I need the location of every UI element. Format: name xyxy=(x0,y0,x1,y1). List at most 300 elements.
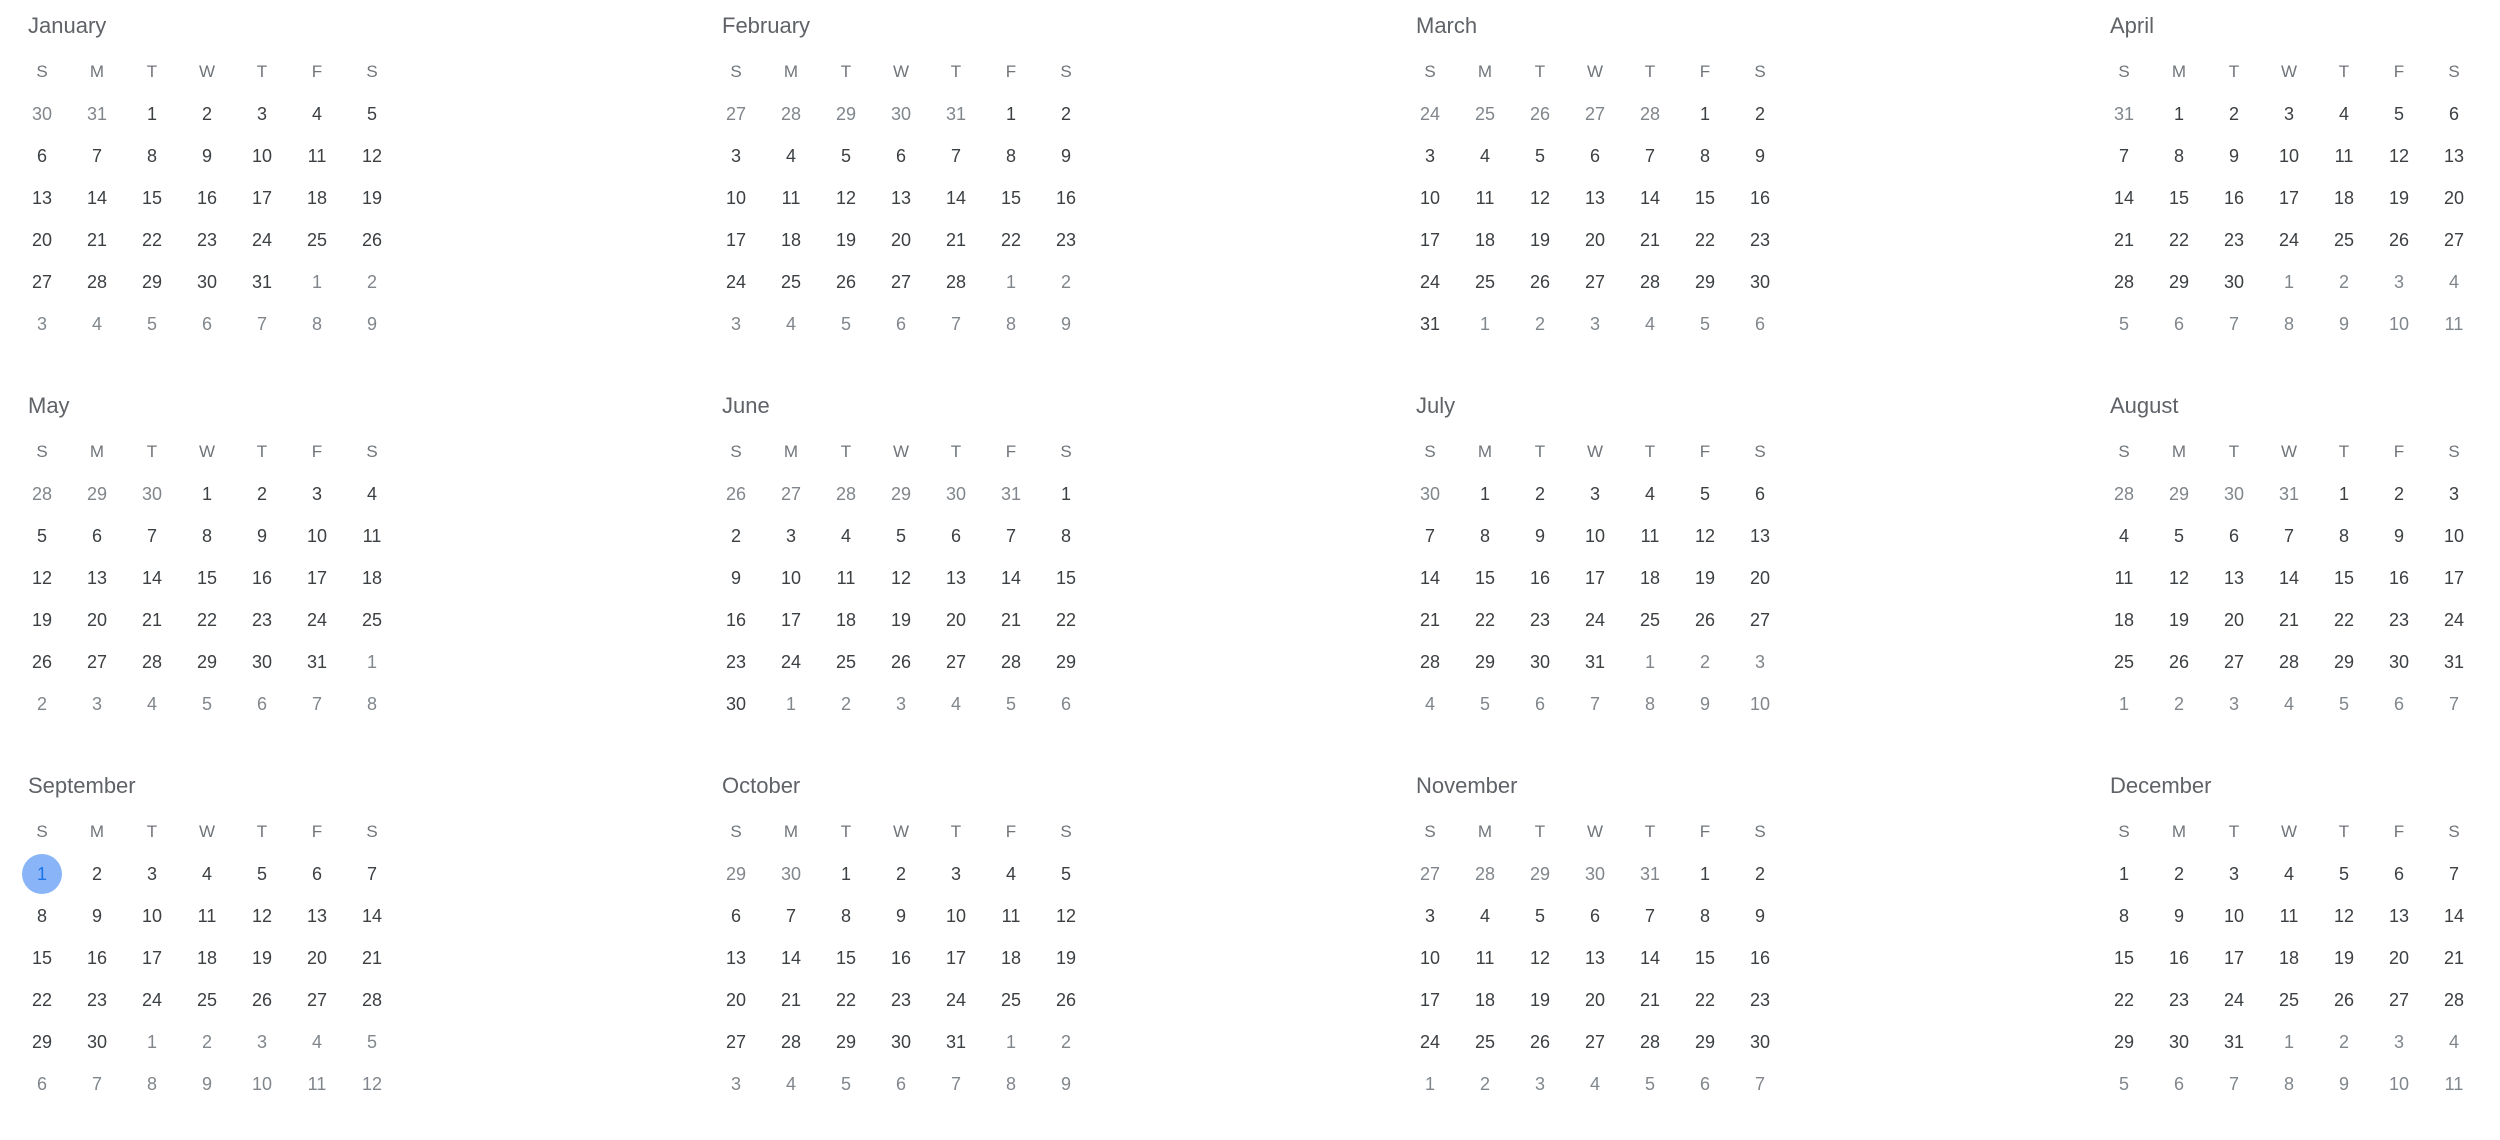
day-cell[interactable]: 16 xyxy=(725,610,747,630)
day-cell[interactable]: 18 xyxy=(835,610,857,630)
day-cell[interactable]: 26 xyxy=(251,990,273,1010)
day-cell[interactable]: 23 xyxy=(1055,230,1077,250)
day-cell[interactable]: 14 xyxy=(2443,906,2465,926)
adjacent-month-day-cell[interactable]: 4 xyxy=(311,1032,322,1052)
day-cell[interactable]: 19 xyxy=(1529,990,1551,1010)
day-cell[interactable]: 30 xyxy=(2388,652,2410,672)
adjacent-month-day-cell[interactable]: 3 xyxy=(1754,652,1765,672)
adjacent-month-day-cell[interactable]: 8 xyxy=(366,694,377,714)
day-cell[interactable]: 1 xyxy=(1699,104,1710,124)
adjacent-month-day-cell[interactable]: 8 xyxy=(2283,314,2294,334)
month-title[interactable]: August xyxy=(2110,393,2179,418)
day-cell[interactable]: 15 xyxy=(2168,188,2190,208)
day-cell[interactable]: 23 xyxy=(725,652,747,672)
day-cell[interactable]: 30 xyxy=(196,272,218,292)
day-cell[interactable]: 20 xyxy=(890,230,912,250)
adjacent-month-day-cell[interactable]: 12 xyxy=(361,1074,383,1094)
day-cell[interactable]: 12 xyxy=(1529,948,1551,968)
day-cell[interactable]: 4 xyxy=(1479,146,1490,166)
day-cell[interactable]: 4 xyxy=(840,526,851,546)
adjacent-month-day-cell[interactable]: 1 xyxy=(1479,314,1490,334)
day-cell[interactable]: 22 xyxy=(2333,610,2355,630)
day-cell[interactable]: 14 xyxy=(141,568,163,588)
adjacent-month-day-cell[interactable]: 5 xyxy=(2118,314,2129,334)
adjacent-month-day-cell[interactable]: 31 xyxy=(2278,484,2300,504)
day-cell[interactable]: 24 xyxy=(251,230,273,250)
adjacent-month-day-cell[interactable]: 5 xyxy=(1005,694,1016,714)
month-title[interactable]: May xyxy=(28,393,70,418)
month-title[interactable]: July xyxy=(1416,393,1456,418)
day-cell[interactable]: 28 xyxy=(945,272,967,292)
day-cell[interactable]: 8 xyxy=(1699,146,1710,166)
day-cell[interactable]: 6 xyxy=(2228,526,2239,546)
day-cell[interactable]: 30 xyxy=(86,1032,108,1052)
day-cell[interactable]: 5 xyxy=(1699,484,1710,504)
adjacent-month-day-cell[interactable]: 30 xyxy=(141,484,163,504)
day-cell[interactable]: 29 xyxy=(196,652,218,672)
day-cell[interactable]: 6 xyxy=(1589,906,1600,926)
day-cell[interactable]: 12 xyxy=(2388,146,2410,166)
day-cell[interactable]: 17 xyxy=(1419,230,1441,250)
day-cell[interactable]: 11 xyxy=(362,526,382,546)
day-cell[interactable]: 20 xyxy=(725,990,747,1010)
day-cell[interactable]: 28 xyxy=(141,652,163,672)
day-cell[interactable]: 23 xyxy=(890,990,912,1010)
day-cell[interactable]: 10 xyxy=(1584,526,1606,546)
adjacent-month-day-cell[interactable]: 4 xyxy=(2448,272,2459,292)
day-cell[interactable]: 6 xyxy=(1754,484,1765,504)
day-cell[interactable]: 26 xyxy=(2168,652,2190,672)
adjacent-month-day-cell[interactable]: 29 xyxy=(1529,864,1551,884)
day-cell[interactable]: 30 xyxy=(1529,652,1551,672)
day-cell[interactable]: 8 xyxy=(201,526,212,546)
day-cell[interactable]: 19 xyxy=(31,610,53,630)
day-cell[interactable]: 19 xyxy=(1694,568,1716,588)
month-title[interactable]: December xyxy=(2110,773,2212,798)
day-cell[interactable]: 25 xyxy=(780,272,802,292)
day-cell[interactable]: 11 xyxy=(1475,188,1495,208)
day-cell[interactable]: 9 xyxy=(1534,526,1545,546)
day-cell[interactable]: 1 xyxy=(1005,104,1016,124)
adjacent-month-day-cell[interactable]: 31 xyxy=(1000,484,1022,504)
day-cell[interactable]: 21 xyxy=(141,610,163,630)
day-cell[interactable]: 8 xyxy=(2338,526,2349,546)
adjacent-month-day-cell[interactable]: 1 xyxy=(1644,652,1655,672)
adjacent-month-day-cell[interactable]: 5 xyxy=(1699,314,1710,334)
day-cell[interactable]: 11 xyxy=(2334,146,2354,166)
day-cell[interactable]: 14 xyxy=(945,188,967,208)
adjacent-month-day-cell[interactable]: 2 xyxy=(2173,694,2184,714)
adjacent-month-day-cell[interactable]: 29 xyxy=(2168,484,2190,504)
day-cell[interactable]: 23 xyxy=(2388,610,2410,630)
adjacent-month-day-cell[interactable]: 6 xyxy=(2173,1074,2184,1094)
adjacent-month-day-cell[interactable]: 25 xyxy=(1474,104,1496,124)
day-cell[interactable]: 21 xyxy=(1639,990,1661,1010)
day-cell[interactable]: 17 xyxy=(725,230,747,250)
day-cell[interactable]: 20 xyxy=(2443,188,2465,208)
day-cell[interactable]: 14 xyxy=(1639,948,1661,968)
day-cell[interactable]: 26 xyxy=(1529,1032,1551,1052)
day-cell[interactable]: 5 xyxy=(840,146,851,166)
day-cell[interactable]: 22 xyxy=(196,610,218,630)
day-cell[interactable]: 13 xyxy=(2443,146,2465,166)
day-cell[interactable]: 9 xyxy=(1754,906,1765,926)
day-cell[interactable]: 16 xyxy=(2388,568,2410,588)
day-cell[interactable]: 18 xyxy=(361,568,383,588)
day-cell[interactable]: 28 xyxy=(2113,272,2135,292)
adjacent-month-day-cell[interactable]: 2 xyxy=(201,1032,212,1052)
day-cell[interactable]: 14 xyxy=(780,948,802,968)
day-cell[interactable]: 2 xyxy=(2228,104,2239,124)
day-cell[interactable]: 7 xyxy=(950,146,961,166)
day-cell[interactable]: 23 xyxy=(1749,230,1771,250)
adjacent-month-day-cell[interactable]: 6 xyxy=(895,1074,906,1094)
day-cell[interactable]: 4 xyxy=(366,484,377,504)
adjacent-month-day-cell[interactable]: 6 xyxy=(1754,314,1765,334)
day-cell[interactable]: 31 xyxy=(2443,652,2465,672)
day-cell[interactable]: 13 xyxy=(31,188,53,208)
adjacent-month-day-cell[interactable]: 5 xyxy=(201,694,212,714)
day-cell[interactable]: 17 xyxy=(1584,568,1606,588)
day-cell[interactable]: 12 xyxy=(2333,906,2355,926)
month-title[interactable]: February xyxy=(722,13,811,38)
day-cell[interactable]: 26 xyxy=(1055,990,1077,1010)
adjacent-month-day-cell[interactable]: 3 xyxy=(2228,694,2239,714)
day-cell[interactable]: 18 xyxy=(1474,990,1496,1010)
adjacent-month-day-cell[interactable]: 1 xyxy=(311,272,322,292)
adjacent-month-day-cell[interactable]: 5 xyxy=(840,314,851,334)
adjacent-month-day-cell[interactable]: 1 xyxy=(146,1032,157,1052)
day-cell[interactable]: 3 xyxy=(146,864,157,884)
day-cell[interactable]: 2 xyxy=(2393,484,2404,504)
adjacent-month-day-cell[interactable]: 10 xyxy=(2388,314,2410,334)
adjacent-month-day-cell[interactable]: 10 xyxy=(251,1074,273,1094)
day-cell[interactable]: 31 xyxy=(306,652,328,672)
day-cell[interactable]: 23 xyxy=(2223,230,2245,250)
adjacent-month-day-cell[interactable]: 4 xyxy=(950,694,961,714)
day-cell[interactable]: 10 xyxy=(2278,146,2300,166)
adjacent-month-day-cell[interactable]: 3 xyxy=(895,694,906,714)
day-cell[interactable]: 8 xyxy=(840,906,851,926)
month-title[interactable]: June xyxy=(722,393,770,418)
day-cell[interactable]: 19 xyxy=(361,188,383,208)
adjacent-month-day-cell[interactable]: 5 xyxy=(146,314,157,334)
day-cell[interactable]: 4 xyxy=(785,146,796,166)
day-cell[interactable]: 29 xyxy=(1055,652,1077,672)
adjacent-month-day-cell[interactable]: 8 xyxy=(1005,1074,1016,1094)
day-cell[interactable]: 9 xyxy=(2393,526,2404,546)
day-cell[interactable]: 17 xyxy=(251,188,273,208)
day-cell[interactable]: 3 xyxy=(311,484,322,504)
day-cell[interactable]: 9 xyxy=(1060,146,1071,166)
day-cell[interactable]: 20 xyxy=(1749,568,1771,588)
day-cell[interactable]: 3 xyxy=(1424,906,1435,926)
day-cell[interactable]: 27 xyxy=(31,272,53,292)
adjacent-month-day-cell[interactable]: 1 xyxy=(1424,1074,1435,1094)
adjacent-month-day-cell[interactable]: 4 xyxy=(1644,314,1655,334)
day-cell[interactable]: 25 xyxy=(306,230,328,250)
day-cell[interactable]: 31 xyxy=(251,272,273,292)
day-cell[interactable]: 30 xyxy=(890,1032,912,1052)
day-cell[interactable]: 30 xyxy=(1749,1032,1771,1052)
day-cell[interactable]: 26 xyxy=(1694,610,1716,630)
day-cell[interactable]: 21 xyxy=(361,948,383,968)
day-cell[interactable]: 15 xyxy=(141,188,163,208)
day-cell[interactable]: 16 xyxy=(1055,188,1077,208)
day-cell[interactable]: 4 xyxy=(201,864,212,884)
day-cell[interactable]: 22 xyxy=(2168,230,2190,250)
adjacent-month-day-cell[interactable]: 9 xyxy=(201,1074,212,1094)
day-cell[interactable]: 24 xyxy=(780,652,802,672)
day-cell[interactable]: 6 xyxy=(91,526,102,546)
day-cell[interactable]: 10 xyxy=(725,188,747,208)
adjacent-month-day-cell[interactable]: 7 xyxy=(2448,694,2459,714)
adjacent-month-day-cell[interactable]: 27 xyxy=(1584,104,1606,124)
day-cell[interactable]: 22 xyxy=(1055,610,1077,630)
month-title[interactable]: April xyxy=(2110,13,2155,38)
day-cell[interactable]: 19 xyxy=(1529,230,1551,250)
day-cell[interactable]: 3 xyxy=(1424,146,1435,166)
day-cell[interactable]: 2 xyxy=(1060,104,1071,124)
adjacent-month-day-cell[interactable]: 4 xyxy=(1424,694,1435,714)
day-cell[interactable]: 12 xyxy=(835,188,857,208)
day-cell[interactable]: 17 xyxy=(780,610,802,630)
adjacent-month-day-cell[interactable]: 24 xyxy=(1419,104,1441,124)
adjacent-month-day-cell[interactable]: 2 xyxy=(36,694,47,714)
month-title[interactable]: October xyxy=(722,773,801,798)
adjacent-month-day-cell[interactable]: 9 xyxy=(2338,314,2349,334)
day-cell[interactable]: 12 xyxy=(890,568,912,588)
day-cell[interactable]: 7 xyxy=(2448,864,2459,884)
day-cell[interactable]: 20 xyxy=(2388,948,2410,968)
adjacent-month-day-cell[interactable]: 9 xyxy=(2338,1074,2349,1094)
day-cell[interactable]: 16 xyxy=(1529,568,1551,588)
day-cell[interactable]: 14 xyxy=(2113,188,2135,208)
day-cell[interactable]: 16 xyxy=(86,948,108,968)
day-cell[interactable]: 22 xyxy=(141,230,163,250)
adjacent-month-day-cell[interactable]: 6 xyxy=(2173,314,2184,334)
day-cell[interactable]: 4 xyxy=(2283,864,2294,884)
day-cell[interactable]: 29 xyxy=(1474,652,1496,672)
day-cell[interactable]: 18 xyxy=(1000,948,1022,968)
day-cell[interactable]: 25 xyxy=(835,652,857,672)
day-cell[interactable]: 4 xyxy=(1005,864,1016,884)
day-cell[interactable]: 4 xyxy=(2118,526,2129,546)
day-cell[interactable]: 17 xyxy=(2223,948,2245,968)
adjacent-month-day-cell[interactable]: 4 xyxy=(785,1074,796,1094)
day-cell[interactable]: 11 xyxy=(836,568,856,588)
day-cell[interactable]: 5 xyxy=(1534,906,1545,926)
day-cell[interactable]: 22 xyxy=(1474,610,1496,630)
day-cell[interactable]: 16 xyxy=(1749,188,1771,208)
day-cell[interactable]: 7 xyxy=(1644,906,1655,926)
day-cell[interactable]: 7 xyxy=(1005,526,1016,546)
day-cell[interactable]: 10 xyxy=(2223,906,2245,926)
day-cell[interactable]: 12 xyxy=(1055,906,1077,926)
adjacent-month-day-cell[interactable]: 27 xyxy=(1419,864,1441,884)
day-cell[interactable]: 9 xyxy=(201,146,212,166)
adjacent-month-day-cell[interactable]: 9 xyxy=(366,314,377,334)
day-cell[interactable]: 7 xyxy=(785,906,796,926)
day-cell[interactable]: 24 xyxy=(2443,610,2465,630)
adjacent-month-day-cell[interactable]: 27 xyxy=(725,104,747,124)
adjacent-month-day-cell[interactable]: 7 xyxy=(1754,1074,1765,1094)
day-cell[interactable]: 18 xyxy=(2113,610,2135,630)
day-cell[interactable]: 1 xyxy=(840,864,851,884)
day-cell[interactable]: 19 xyxy=(251,948,273,968)
adjacent-month-day-cell[interactable]: 9 xyxy=(1060,314,1071,334)
day-cell[interactable]: 21 xyxy=(945,230,967,250)
day-cell[interactable]: 14 xyxy=(1639,188,1661,208)
adjacent-month-day-cell[interactable]: 1 xyxy=(2283,272,2294,292)
adjacent-month-day-cell[interactable]: 3 xyxy=(256,1032,267,1052)
day-cell[interactable]: 13 xyxy=(2388,906,2410,926)
adjacent-month-day-cell[interactable]: 29 xyxy=(725,864,747,884)
month-title[interactable]: January xyxy=(28,13,107,38)
day-cell[interactable]: 12 xyxy=(1694,526,1716,546)
adjacent-month-day-cell[interactable]: 1 xyxy=(366,652,377,672)
day-cell[interactable]: 1 xyxy=(2338,484,2349,504)
day-cell[interactable]: 13 xyxy=(945,568,967,588)
day-cell[interactable]: 17 xyxy=(945,948,967,968)
adjacent-month-day-cell[interactable]: 2 xyxy=(1534,314,1545,334)
day-cell[interactable]: 5 xyxy=(36,526,47,546)
day-cell[interactable]: 11 xyxy=(197,906,217,926)
day-cell[interactable]: 18 xyxy=(306,188,328,208)
day-cell[interactable]: 5 xyxy=(366,104,377,124)
day-cell[interactable]: 22 xyxy=(2113,990,2135,1010)
adjacent-month-day-cell[interactable]: 7 xyxy=(950,1074,961,1094)
adjacent-month-day-cell[interactable]: 9 xyxy=(1699,694,1710,714)
adjacent-month-day-cell[interactable]: 7 xyxy=(91,1074,102,1094)
day-cell[interactable]: 6 xyxy=(730,906,741,926)
adjacent-month-day-cell[interactable]: 1 xyxy=(2283,1032,2294,1052)
day-cell[interactable]: 30 xyxy=(725,694,747,714)
adjacent-month-day-cell[interactable]: 31 xyxy=(86,104,108,124)
day-cell[interactable]: 21 xyxy=(780,990,802,1010)
day-cell[interactable]: 4 xyxy=(2338,104,2349,124)
adjacent-month-day-cell[interactable]: 27 xyxy=(780,484,802,504)
day-cell[interactable]: 28 xyxy=(1419,652,1441,672)
day-cell[interactable]: 15 xyxy=(31,948,53,968)
day-cell[interactable]: 1 xyxy=(2173,104,2184,124)
adjacent-month-day-cell[interactable]: 30 xyxy=(2223,484,2245,504)
day-cell[interactable]: 10 xyxy=(2443,526,2465,546)
adjacent-month-day-cell[interactable]: 7 xyxy=(2228,1074,2239,1094)
day-cell[interactable]: 11 xyxy=(2114,568,2134,588)
day-cell[interactable]: 21 xyxy=(86,230,108,250)
day-cell[interactable]: 17 xyxy=(2443,568,2465,588)
day-cell[interactable]: 28 xyxy=(2278,652,2300,672)
day-cell[interactable]: 24 xyxy=(2278,230,2300,250)
day-cell[interactable]: 25 xyxy=(2333,230,2355,250)
day-cell[interactable]: 13 xyxy=(725,948,747,968)
adjacent-month-day-cell[interactable]: 3 xyxy=(36,314,47,334)
adjacent-month-day-cell[interactable]: 4 xyxy=(2448,1032,2459,1052)
day-cell[interactable]: 31 xyxy=(1584,652,1606,672)
adjacent-month-day-cell[interactable]: 1 xyxy=(785,694,796,714)
day-cell[interactable]: 28 xyxy=(1000,652,1022,672)
day-cell[interactable]: 21 xyxy=(2278,610,2300,630)
adjacent-month-day-cell[interactable]: 8 xyxy=(311,314,322,334)
adjacent-month-day-cell[interactable]: 31 xyxy=(2113,104,2135,124)
adjacent-month-day-cell[interactable]: 11 xyxy=(2444,1074,2464,1094)
day-cell[interactable]: 26 xyxy=(2388,230,2410,250)
day-cell[interactable]: 22 xyxy=(1694,990,1716,1010)
adjacent-month-day-cell[interactable]: 6 xyxy=(36,1074,47,1094)
day-cell[interactable]: 22 xyxy=(31,990,53,1010)
adjacent-month-day-cell[interactable]: 5 xyxy=(1479,694,1490,714)
day-cell[interactable]: 2 xyxy=(256,484,267,504)
adjacent-month-day-cell[interactable]: 29 xyxy=(835,104,857,124)
adjacent-month-day-cell[interactable]: 7 xyxy=(2228,314,2239,334)
day-cell[interactable]: 20 xyxy=(1584,230,1606,250)
day-cell[interactable]: 28 xyxy=(361,990,383,1010)
day-cell[interactable]: 22 xyxy=(835,990,857,1010)
day-cell[interactable]: 8 xyxy=(1060,526,1071,546)
day-cell[interactable]: 25 xyxy=(1474,272,1496,292)
day-cell[interactable]: 14 xyxy=(1000,568,1022,588)
adjacent-month-day-cell[interactable]: 2 xyxy=(1060,1032,1071,1052)
day-cell[interactable]: 27 xyxy=(2388,990,2410,1010)
day-cell[interactable]: 21 xyxy=(2443,948,2465,968)
day-cell[interactable]: 26 xyxy=(890,652,912,672)
day-cell[interactable]: 3 xyxy=(730,146,741,166)
day-cell[interactable]: 24 xyxy=(945,990,967,1010)
adjacent-month-day-cell[interactable]: 11 xyxy=(2444,314,2464,334)
day-cell[interactable]: 10 xyxy=(1419,188,1441,208)
day-cell[interactable]: 8 xyxy=(1005,146,1016,166)
adjacent-month-day-cell[interactable]: 5 xyxy=(840,1074,851,1094)
day-cell[interactable]: 27 xyxy=(725,1032,747,1052)
day-cell[interactable]: 25 xyxy=(1474,1032,1496,1052)
day-cell[interactable]: 15 xyxy=(1694,948,1716,968)
adjacent-month-day-cell[interactable]: 7 xyxy=(950,314,961,334)
day-cell[interactable]: 29 xyxy=(1694,272,1716,292)
adjacent-month-day-cell[interactable]: 6 xyxy=(201,314,212,334)
day-cell[interactable]: 27 xyxy=(86,652,108,672)
day-cell[interactable]: 3 xyxy=(2283,104,2294,124)
day-cell[interactable]: 7 xyxy=(1644,146,1655,166)
day-cell[interactable]: 9 xyxy=(730,568,741,588)
day-cell[interactable]: 19 xyxy=(2168,610,2190,630)
day-cell[interactable]: 19 xyxy=(2388,188,2410,208)
day-cell[interactable]: 12 xyxy=(31,568,53,588)
adjacent-month-day-cell[interactable]: 8 xyxy=(1644,694,1655,714)
day-cell[interactable]: 15 xyxy=(2333,568,2355,588)
day-cell[interactable]: 12 xyxy=(2168,568,2190,588)
day-cell[interactable]: 26 xyxy=(2333,990,2355,1010)
day-cell[interactable]: 9 xyxy=(895,906,906,926)
adjacent-month-day-cell[interactable]: 7 xyxy=(311,694,322,714)
day-cell[interactable]: 29 xyxy=(835,1032,857,1052)
day-cell[interactable]: 28 xyxy=(2443,990,2465,1010)
day-cell[interactable]: 15 xyxy=(196,568,218,588)
day-cell[interactable]: 15 xyxy=(1474,568,1496,588)
day-cell[interactable]: 7 xyxy=(366,864,377,884)
day-cell[interactable]: 30 xyxy=(2168,1032,2190,1052)
adjacent-month-day-cell[interactable]: 30 xyxy=(1419,484,1441,504)
day-cell[interactable]: 29 xyxy=(31,1032,53,1052)
day-cell[interactable]: 30 xyxy=(251,652,273,672)
day-cell[interactable]: 24 xyxy=(1419,272,1441,292)
day-cell[interactable]: 17 xyxy=(306,568,328,588)
day-cell[interactable]: 13 xyxy=(2223,568,2245,588)
day-cell[interactable]: 6 xyxy=(1589,146,1600,166)
day-cell[interactable]: 25 xyxy=(2278,990,2300,1010)
adjacent-month-day-cell[interactable]: 26 xyxy=(1529,104,1551,124)
day-cell[interactable]: 8 xyxy=(1479,526,1490,546)
